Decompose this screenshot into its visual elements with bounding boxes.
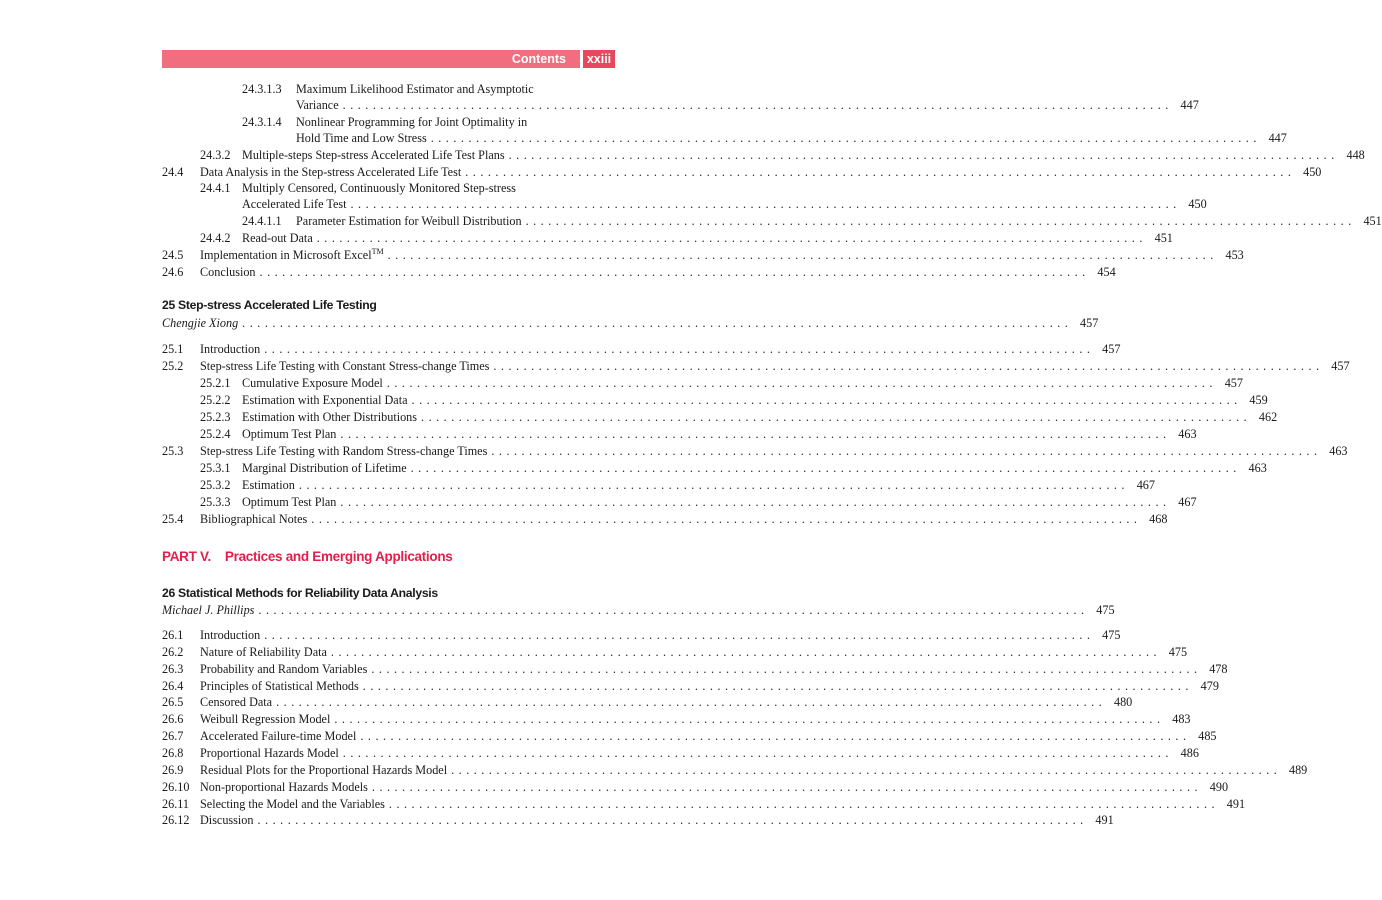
leader-dots: .............................................................................................................. [242,316,1073,330]
toc-entry-title: Bibliographical Notes [200,512,308,526]
toc-entry-title: Estimation with Other Distributions [242,410,418,424]
toc-entry-number: 25.2.3 [200,410,231,424]
toc-entry-title: Accelerated Failure-time Model [200,729,357,744]
toc-entry-page: 485 [1198,729,1217,744]
leader-dots: .............................................................................................................. [342,745,1173,760]
running-header-bar [162,50,580,68]
toc-entry-title: Proportional Hazards Model [200,745,339,760]
toc-entry[interactable]: 24.4.1.1 Parameter Estimation for Weibull Distribution .............................................................................................................. 451 [242,214,1382,228]
toc-entry-page: 483 [1172,712,1191,727]
toc-entry[interactable] [162,196,1207,212]
toc-entry-title: Non-proportional Hazards Models [200,779,368,794]
toc-entry[interactable] [162,443,1348,459]
toc-entry[interactable]: 24.6 Conclusion .............................................................................................................. 454 [162,265,1116,279]
toc-entry-number: 25.2.4 [200,427,231,441]
toc-entry[interactable] [162,494,1197,510]
leader-dots: .............................................................................................................. [430,131,1261,145]
leader-dots: .............................................................................................................. [340,495,1171,509]
toc-entry[interactable] [162,661,1228,677]
toc-entry-number: 26.4 [162,678,184,693]
leader-dots: .............................................................................................................. [259,265,1090,279]
toc-entry[interactable]: 24.4.1 Multiply Censored, Continuously Monitored Step-stress [200,181,516,195]
toc-entry-page: 457 [1331,359,1350,373]
toc-entry[interactable] [162,460,1267,476]
toc-entry-number: 26.8 [162,745,184,760]
toc-entry-number: 26.3 [162,661,184,676]
toc-entry-title: Nonlinear Programming for Joint Optimality in [296,115,528,129]
toc-entry-title: Introduction [200,628,261,642]
toc-entry-page: 486 [1180,745,1199,760]
toc-entry-title: Weibull Regression Model [200,712,331,727]
toc-entry[interactable] [162,796,1246,812]
toc-entry[interactable]: 24.4 Data Analysis in the Step-stress Accelerated Life Test .............................................................................................................. 450 [162,165,1322,179]
toc-entry-page: 491 [1095,813,1114,828]
toc-entry-page: 491 [1226,796,1246,811]
toc-entry-page: 468 [1149,512,1168,526]
leader-dots: .............................................................................................................. [508,148,1339,162]
leader-dots: .............................................................................................................. [387,248,1218,262]
toc-entry-title: Censored Data [200,695,273,710]
toc-entry-page: 475 [1168,644,1188,659]
leader-dots: .............................................................................................................. [465,165,1296,179]
toc-entry-page: 448 [1346,148,1365,162]
toc-entry-title: Hold Time and Low Stress [296,131,427,145]
leader-dots: .............................................................................................................. [371,779,1203,794]
toc-entry-page: 457 [1102,342,1121,356]
toc-entry[interactable] [162,728,1217,744]
toc-entry-title: Multiple-steps Step-stress Accelerated Life Test Plans [242,148,505,162]
toc-entry-page: 463 [1329,444,1348,458]
leader-dots: .............................................................................................................. [411,393,1242,407]
chapter-heading[interactable]: 26 Statistical Methods for Reliability Data Analysis [162,586,438,600]
leader-dots: .............................................................................................................. [334,712,1165,727]
chapter-author[interactable]: Michael J. Phillips .............................................................................................................. 475 [162,603,1115,617]
toc-entry-title: Step-stress Life Testing with Constant Stress-change Times [200,359,490,373]
toc-entry[interactable] [162,745,1199,761]
toc-entry-number: 26.2 [162,644,184,659]
toc-entry-page: 457 [1224,376,1243,390]
toc-entry-title: Optimum Test Plan [242,427,337,441]
toc-entry-title: Marginal Distribution of Lifetime [242,461,407,475]
toc-entry-number: 25.3.1 [200,461,231,475]
toc-entry[interactable] [162,130,1287,146]
leader-dots: .............................................................................................................. [525,214,1356,228]
toc-entry-page: 467 [1136,478,1155,492]
leader-dots: .............................................................................................................. [298,478,1129,492]
toc-entry-page: 463 [1178,427,1197,441]
leader-dots: .............................................................................................................. [362,678,1193,693]
toc-entry-number: 26.1 [162,628,184,642]
toc-entry-number: 25.2.1 [200,376,231,390]
toc-entry-page: 447 [1180,98,1199,112]
trademark-superscript: TM [371,246,384,256]
toc-entry-title: Introduction [200,342,261,356]
toc-entry-title: Optimum Test Plan [242,495,337,509]
toc-entry-title: Multiply Censored, Continuously Monitored Step-stress [242,181,516,195]
toc-entry[interactable] [162,711,1191,727]
toc-entry-number: 25.3.3 [200,495,231,509]
toc-entry[interactable] [162,678,1219,694]
toc-entry-title: Principles of Statistical Methods [200,678,359,693]
toc-entry-number: 26.6 [162,712,184,727]
toc-entry-number: 25.2.2 [200,393,231,407]
toc-entry-number: 25.3 [162,444,184,458]
leader-dots: .............................................................................................................. [371,661,1202,676]
toc-entry[interactable]: 24.5 Implementation in Microsoft Excel™ .............................................................................................................. 453 [162,246,1244,262]
toc-entry-page: 475 [1102,628,1121,642]
toc-entry-title: Conclusion [200,265,256,279]
toc-entry-title: Selecting the Model and the Variables [200,796,385,811]
toc-entry-page: 490 [1209,779,1229,794]
leader-dots: .............................................................................................................. [330,644,1162,659]
toc-entry[interactable] [162,779,1229,795]
toc-entry[interactable] [162,409,1278,425]
leader-dots: .............................................................................................................. [340,427,1171,441]
leader-dots: .............................................................................................................. [386,376,1217,390]
toc-entry-page: 450 [1303,165,1322,179]
toc-entry-page: 453 [1225,248,1244,262]
toc-entry-title: Maximum Likelihood Estimator and Asymptotic [296,82,534,96]
toc-entry-number: 25.2 [162,359,184,373]
toc-entry-number: 26.7 [162,729,184,744]
leader-dots: .............................................................................................................. [493,359,1324,373]
toc-entry-page: 451 [1363,214,1382,228]
toc-entry-title: Residual Plots for the Proportional Hazards Model [200,762,448,777]
part-heading[interactable]: PART V. Practices and Emerging Applications [162,549,453,564]
toc-entry[interactable] [162,762,1308,778]
toc-entry[interactable] [162,392,1268,408]
toc-entry-title: Estimation with Exponential Data [242,393,408,407]
toc-entry[interactable] [162,426,1197,442]
toc-entry-number: 26.5 [162,695,184,710]
toc-entry-title: Nature of Reliability Data [200,644,327,659]
toc-entry-page: 467 [1178,495,1197,509]
toc-entry-title: Estimation [242,478,295,492]
leader-dots: .............................................................................................................. [451,762,1282,777]
leader-dots: .............................................................................................................. [350,197,1181,211]
toc-entry[interactable]: 24.3.1.3 Maximum Likelihood Estimator and Asymptotic [242,82,534,96]
toc-entry-page: 451 [1154,231,1173,245]
toc-entry-page: 454 [1097,265,1116,279]
toc-entry[interactable] [162,97,1199,113]
toc-entry-number: 25.3.2 [200,478,231,492]
toc-entry-number: 26.9 [162,762,184,777]
toc-entry-title: Parameter Estimation for Weibull Distribution [296,214,522,228]
leader-dots: .............................................................................................................. [276,695,1107,710]
toc-entry-title: Variance [296,98,339,112]
toc-entry-page: 480 [1113,695,1133,710]
leader-dots: .............................................................................................................. [264,628,1095,642]
toc-entry-number: 26.11 [162,796,189,811]
chapter-heading[interactable]: 25 Step-stress Accelerated Life Testing [162,298,377,312]
page-number: xxiii [583,50,615,68]
toc-entry-number: 25.1 [162,342,184,356]
toc-entry-number: 25.4 [162,512,184,526]
toc-entry-title: Accelerated Life Test [242,197,347,211]
toc-entry-page: 463 [1248,461,1267,475]
toc-entry-number: 26.10 [162,779,190,794]
toc-entry[interactable]: 24.4.2 Read-out Data .............................................................................................................. 451 [200,231,1173,245]
leader-dots: .............................................................................................................. [311,512,1142,526]
toc-entry-page: 479 [1200,678,1219,693]
toc-entry-page: 478 [1209,661,1228,676]
toc-entry-page: 462 [1258,410,1278,424]
toc-entry[interactable] [162,341,1121,357]
toc-entry-page: 489 [1288,762,1308,777]
toc-entry[interactable]: 24.3.1.4 Nonlinear Programming for Joint Optimality in [242,115,528,129]
toc-entry[interactable] [162,375,1243,391]
leader-dots: .............................................................................................................. [491,444,1322,458]
toc-entry-title: Cumulative Exposure Model [242,376,383,390]
toc-entry[interactable] [162,694,1133,710]
toc-entry[interactable] [162,644,1188,660]
leader-dots: .............................................................................................................. [342,98,1173,112]
toc-entry-title: Probability and Random Variables [200,661,368,676]
toc-entry[interactable] [162,477,1155,493]
toc-entry[interactable] [162,358,1350,374]
toc-entry[interactable]: 24.3.2 Multiple-steps Step-stress Accelerated Life Test Plans .............................................................................................................. 448 [200,148,1365,162]
leader-dots: .............................................................................................................. [421,410,1252,424]
toc-entry-page: 447 [1268,131,1287,145]
chapter-author[interactable]: Chengjie Xiong .............................................................................................................. 457 [162,316,1099,330]
leader-dots: .............................................................................................................. [264,342,1095,356]
toc-entry-title: Discussion [200,813,254,828]
leader-dots: .............................................................................................................. [258,603,1089,617]
toc-entry-page: 459 [1249,393,1268,407]
leader-dots: .............................................................................................................. [257,813,1088,828]
toc-entry[interactable] [162,511,1168,527]
running-header-title: Contents [511,52,566,66]
toc-entry-title: Data Analysis in the Step-stress Accelerated Life Test [200,165,462,179]
toc-entry-title: Read-out Data [242,231,313,245]
leader-dots: .............................................................................................................. [360,729,1191,744]
toc-entry[interactable] [162,627,1121,643]
toc-entry-title: Implementation in Microsoft Excel™ [200,246,384,262]
toc-entry-page: 450 [1188,197,1207,211]
leader-dots: .............................................................................................................. [410,461,1241,475]
leader-dots: .............................................................................................................. [388,796,1220,811]
leader-dots: .............................................................................................................. [316,231,1147,245]
toc-entry[interactable] [162,812,1114,828]
toc-entry-number: 26.12 [162,813,190,828]
toc-entry-title: Step-stress Life Testing with Random Stress-change Times [200,444,488,458]
